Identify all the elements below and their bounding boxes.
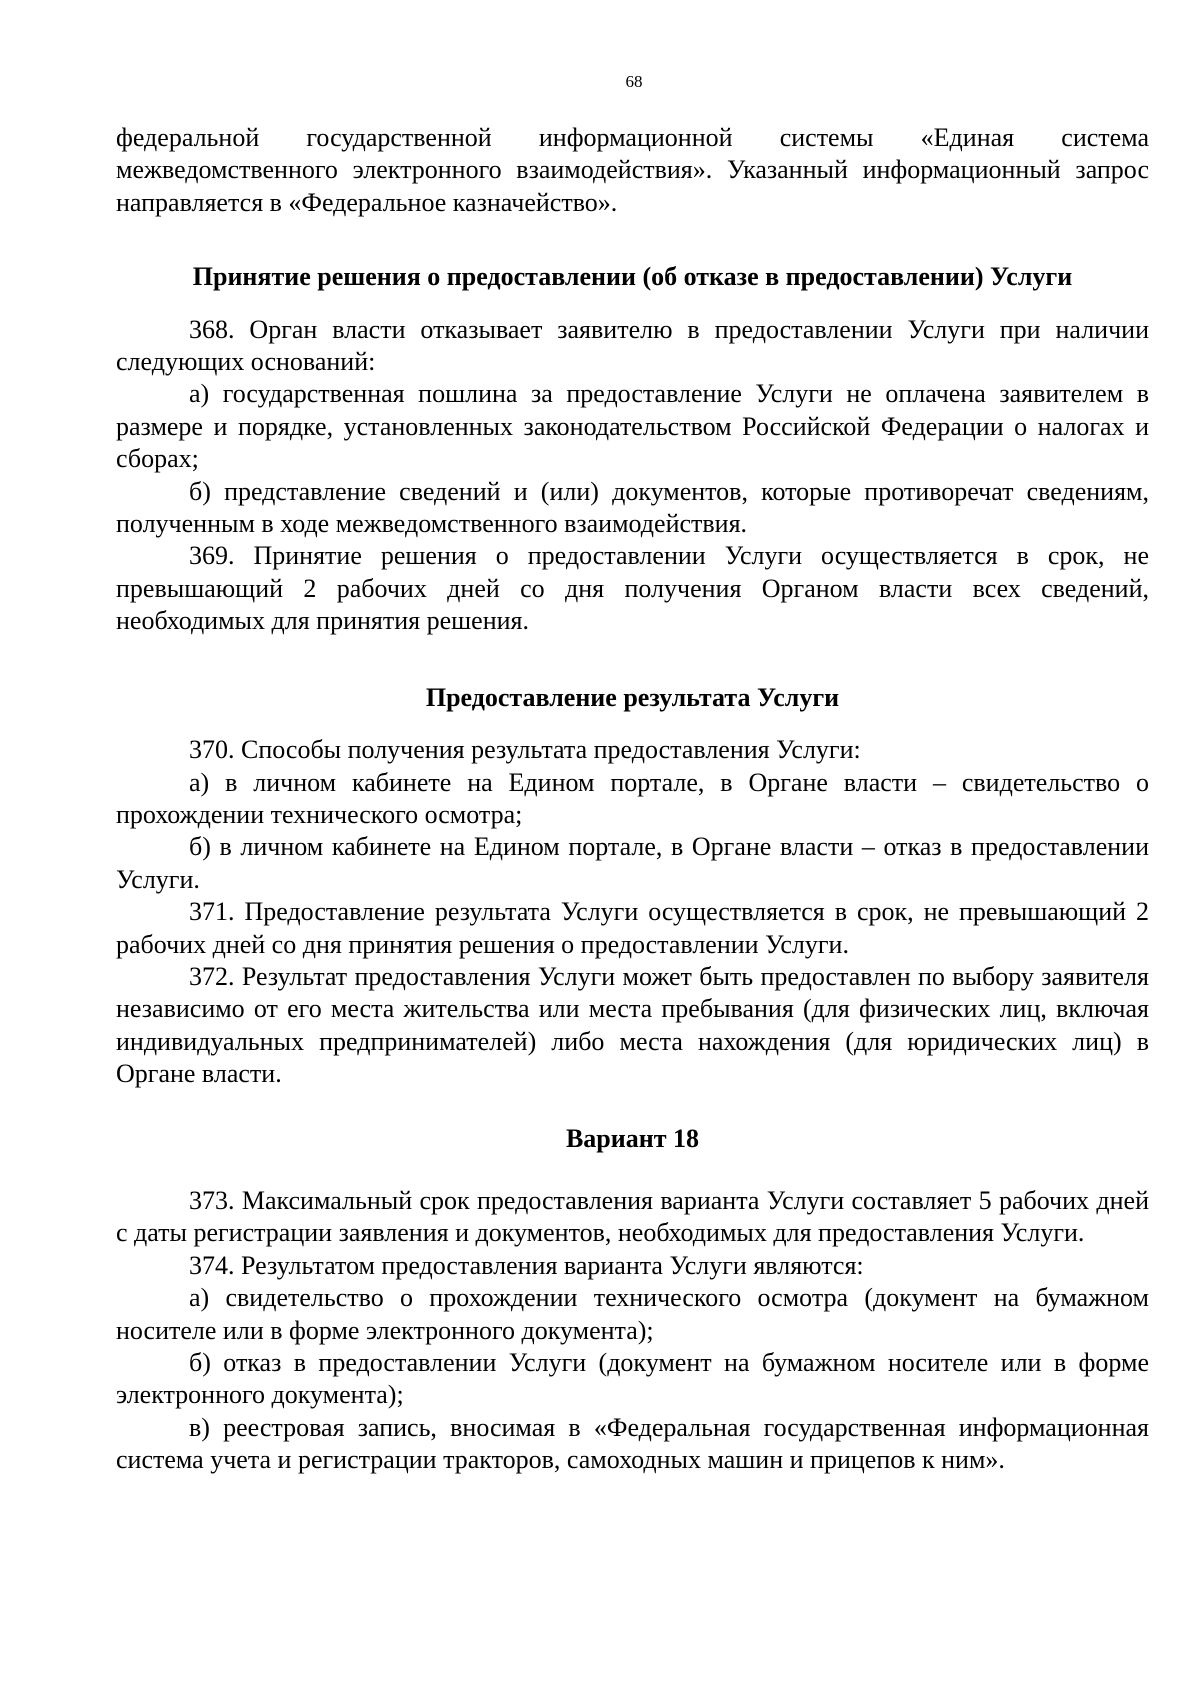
- paragraph-372: 372. Результат предоставления Услуги может быть предоставлен по выбору заявителя независимо от его места жительства или места пребывания (для физических лиц, включая индивидуальных предпринимателей) либо места нахождения (для юридических лиц) в Органе власти.: [116, 961, 1149, 1089]
- paragraph-370: 370. Способы получения результата предоставления Услуги:: [189, 735, 861, 765]
- paragraph-368: 368. Орган власти отказывает заявителю в предоставлении Услуги при наличии следующих оснований:: [116, 314, 1149, 377]
- document-body: [116, 122, 1149, 1477]
- paragraph-370-a: а) в личном кабинете на Едином портале, в Органе власти – свидетельство о прохождении технического осмотра;: [116, 767, 1149, 829]
- heading-result: Предоставление результата Услуги: [425, 682, 840, 712]
- paragraph-368-a: а) государственная пошлина за предоставление Услуги не оплачена заявителем в размере и порядке, установленных законодательством Российской Федерации о налогах и сборах;: [116, 379, 1149, 474]
- heading-variant: Вариант 18: [565, 1123, 700, 1153]
- heading-decision: Принятие решения о предоставлении (об отказе в предоставлении) Услуги: [192, 262, 1073, 292]
- paragraph-368-b: б) представление сведений и (или) документов, которые противоречат сведениям, полученным в ходе межведомственного взаимодействия.: [116, 476, 1149, 539]
- page-number: 68: [625, 72, 643, 91]
- paragraph-374-c: в) реестровая запись, вносимая в «Федеральная государственная информационная система учета и регистрации тракторов, самоходных машин и прицепов к ним».: [116, 1412, 1149, 1475]
- paragraph-374-b: б) отказ в предоставлении Услуги (документ на бумажном носителе или в форме электронного документа);: [116, 1348, 1149, 1410]
- paragraph-374: 374. Результатом предоставления варианта Услуги являются:: [189, 1250, 864, 1280]
- paragraph-371: 371. Предоставление результата Услуги осуществляется в срок, не превышающий 2 рабочих дней со дня принятия решения о предоставлении Услуги.: [116, 897, 1149, 959]
- paragraph-373: 373. Максимальный срок предоставления варианта Услуги составляет 5 рабочих дней с даты регистрации заявления и документов, необходимых для предоставления Услуги.: [116, 1185, 1149, 1248]
- paragraph-370-b: б) в личном кабинете на Едином портале, в Органе власти – отказ в предоставлении Услуги.: [116, 832, 1149, 894]
- paragraph-intro: федеральной государственной информационной системы «Единая система межведомственного электронного взаимодействия». Указанный информационный запрос направляется в «Федеральное казначейство».: [116, 123, 1149, 217]
- paragraph-374-a: а) свидетельство о прохождении технического осмотра (документ на бумажном носителе или в форме электронного документа);: [116, 1283, 1149, 1345]
- paragraph-369: 369. Принятие решения о предоставлении Услуги осуществляется в срок, не превышающий 2 рабочих дней со дня получения Органом власти всех сведений, необходимых для принятия решения.: [116, 541, 1149, 636]
